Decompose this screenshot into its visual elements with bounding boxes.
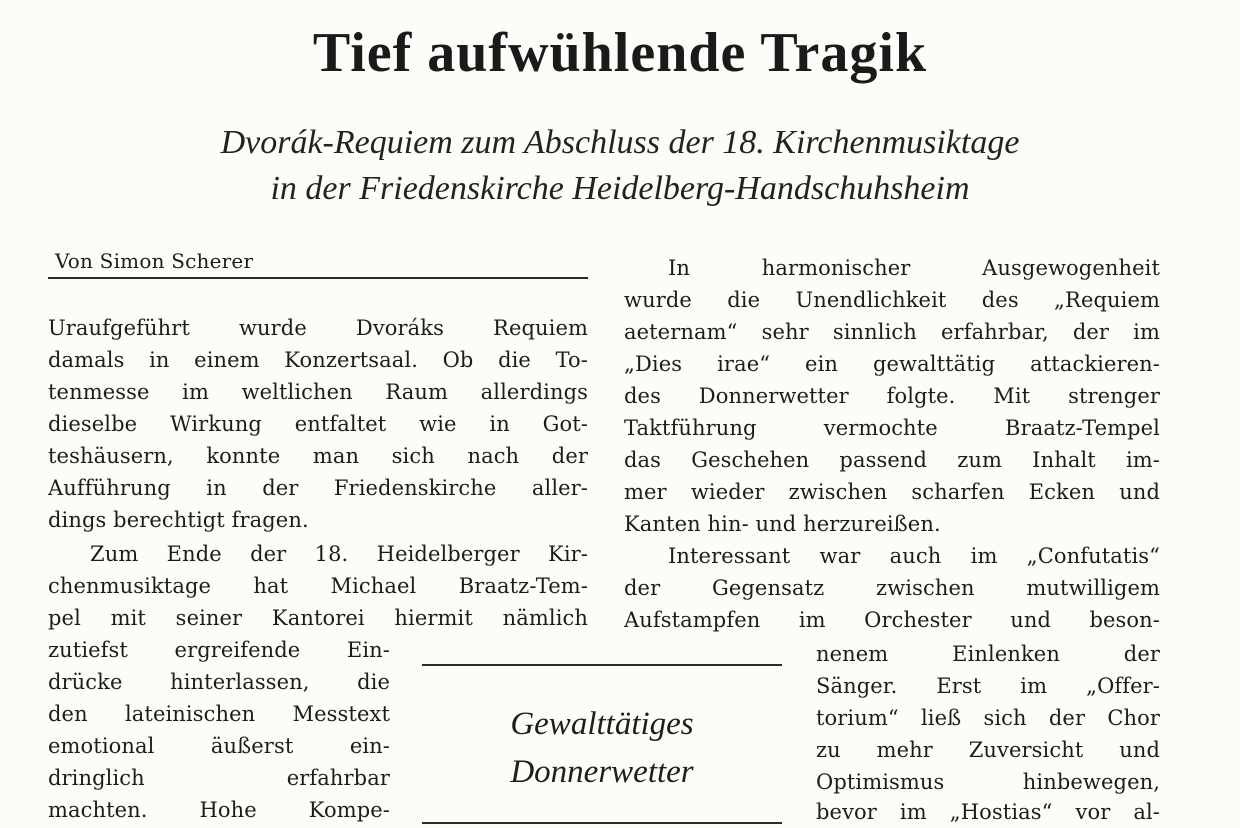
right-column-line: Optimismus hinbewegen, [816,770,1160,794]
left-column-line: machten. Hohe Kompe- [48,798,390,822]
left-column-line: drücke hinterlassen, die [48,670,390,694]
left-column-line: dringlich erfahrbar [48,766,390,790]
right-column-line: das Geschehen passend zum Inhalt im- [624,448,1160,472]
byline: Von Simon Scherer [55,249,254,273]
right-column-line: torium“ ließ sich der Chor [816,706,1160,730]
left-column-line: pel mit seiner Kantorei hiermit nämlich [48,606,588,630]
right-column-line: Sänger. Erst im „Offer- [816,674,1160,698]
left-column-line: Aufführung in der Friedenskirche aller- [48,476,588,500]
right-column-line: Aufstampfen im Orchester und beson- [624,608,1160,632]
left-column-line: chenmusiktage hat Michael Braatz-Tem- [48,574,588,598]
box-rule-bottom [422,822,782,824]
left-column-line: teshäusern, konnte man sich nach der [48,444,588,468]
right-column-line: mer wieder zwischen scharfen Ecken und [624,480,1160,504]
left-column-line: dings berechtigt fragen. [48,508,309,532]
right-column-line: zu mehr Zuversicht und [816,738,1160,762]
right-column-line: „Dies irae“ ein gewalttätig attackieren- [624,352,1160,376]
left-column-line: emotional äußerst ein- [48,734,390,758]
box-headline-line-1: Gewalttätiges [510,706,694,742]
left-column-line: Zum Ende der 18. Heidelberger Kir- [90,542,588,566]
right-column-line: der Gegensatz zwischen mutwilligem [624,576,1160,600]
right-column-line: In harmonischer Ausgewogenheit [668,256,1160,280]
left-column-line: zutiefst ergreifende Ein- [48,638,390,662]
byline-rule [48,277,588,279]
right-column-line: wurde die Unendlichkeit des „Requiem [624,288,1160,312]
left-column-line: dieselbe Wirkung entfaltet wie in Got- [48,412,588,436]
left-column-line: tenmesse im weltlichen Raum allerdings [48,380,588,404]
right-column-line: nenem Einlenken der [816,642,1160,666]
right-column-line: des Donnerwetter folgte. Mit strenger [624,384,1160,408]
right-column-line: Kanten hin- und herzureißen. [624,512,941,536]
headline: Tief aufwühlende Tragik [312,22,928,84]
box-headline-line-2: Donnerwetter [510,754,694,790]
right-column-line: aeternam“ sehr sinnlich erfahrbar, der im [624,320,1160,344]
left-column-line: den lateinischen Messtext [48,702,390,726]
right-column-line: Taktführung vermochte Braatz-Tempel [624,416,1160,440]
subheadline-line-2: in der Friedenskirche Heidelberg-Handschuhsheim [270,170,970,207]
right-column-line: bevor im „Hostias“ vor al- [816,800,1160,824]
subheadline-line-1: Dvorák-Requiem zum Abschluss der 18. Kirchenmusiktage [220,124,1020,161]
left-column-line: damals in einem Konzertsaal. Ob die To- [48,348,588,372]
box-rule-top [422,664,782,666]
left-column-line: Uraufgeführt wurde Dvoráks Requiem [48,316,588,340]
right-column-line: Interessant war auch im „Confutatis“ [668,544,1160,568]
